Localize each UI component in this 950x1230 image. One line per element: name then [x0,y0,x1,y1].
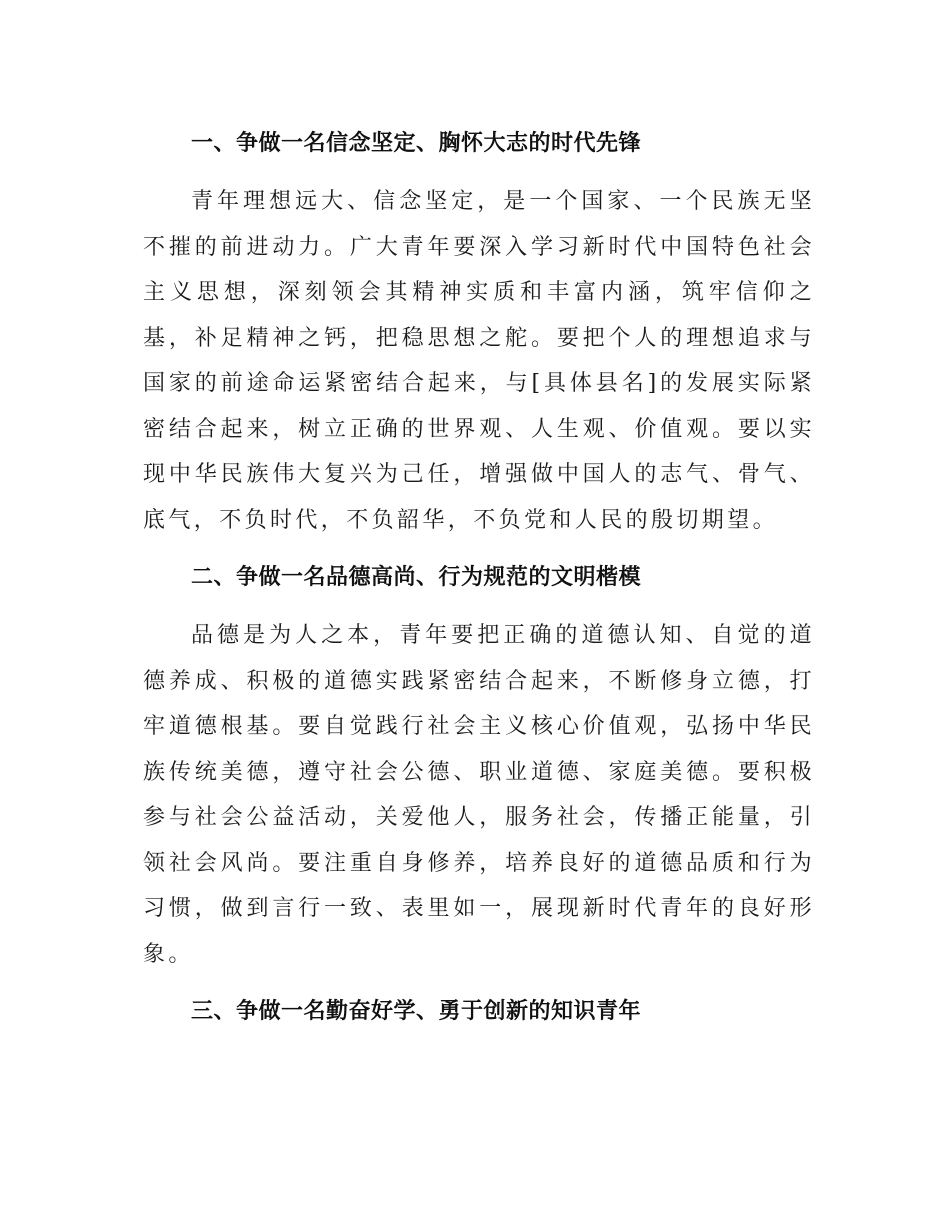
section-2-paragraph: 品德是为人之本，青年要把正确的道德认知、自觉的道德养成、积极的道德实践紧密结合起来，不断修身立德，打牢道德根基。要自觉践行社会主义核心价值观，弘扬中华民族传统美德，遵守社会公德、职业道德、家庭美德。要积极参与社会公益活动，关爱他人，服务社会，传播正能量，引领社会风尚。要注重自身修养，培养良好的道德品质和行为习惯，做到言行一致、表里如一，展现新时代青年的良好形象。 [143,623,815,967]
document-body [143,124,815,1032]
section-1-heading: 一、争做一名信念坚定、胸怀大志的时代先锋 [191,131,642,156]
section-1-paragraph: 青年理想远大、信念坚定，是一个国家、一个民族无坚不摧的前进动力。广大青年要深入学习新时代中国特色社会主义思想，深刻领会其精神实质和丰富内涵，筑牢信仰之基，补足精神之钙，把稳思想之舵。要把个人的理想追求与国家的前途命运紧密结合起来，与[具体县名]的发展实际紧密结合起来，树立正确的世界观、人生观、价值观。要以实现中华民族伟大复兴为己任，增强做中国人的志气、骨气、底气，不负时代，不负韶华，不负党和人民的殷切期望。 [143,189,815,533]
section-2-heading: 二、争做一名品德高尚、行为规范的文明楷模 [191,565,642,590]
section-3-heading: 三、争做一名勤奋好学、勇于创新的知识青年 [191,999,642,1024]
